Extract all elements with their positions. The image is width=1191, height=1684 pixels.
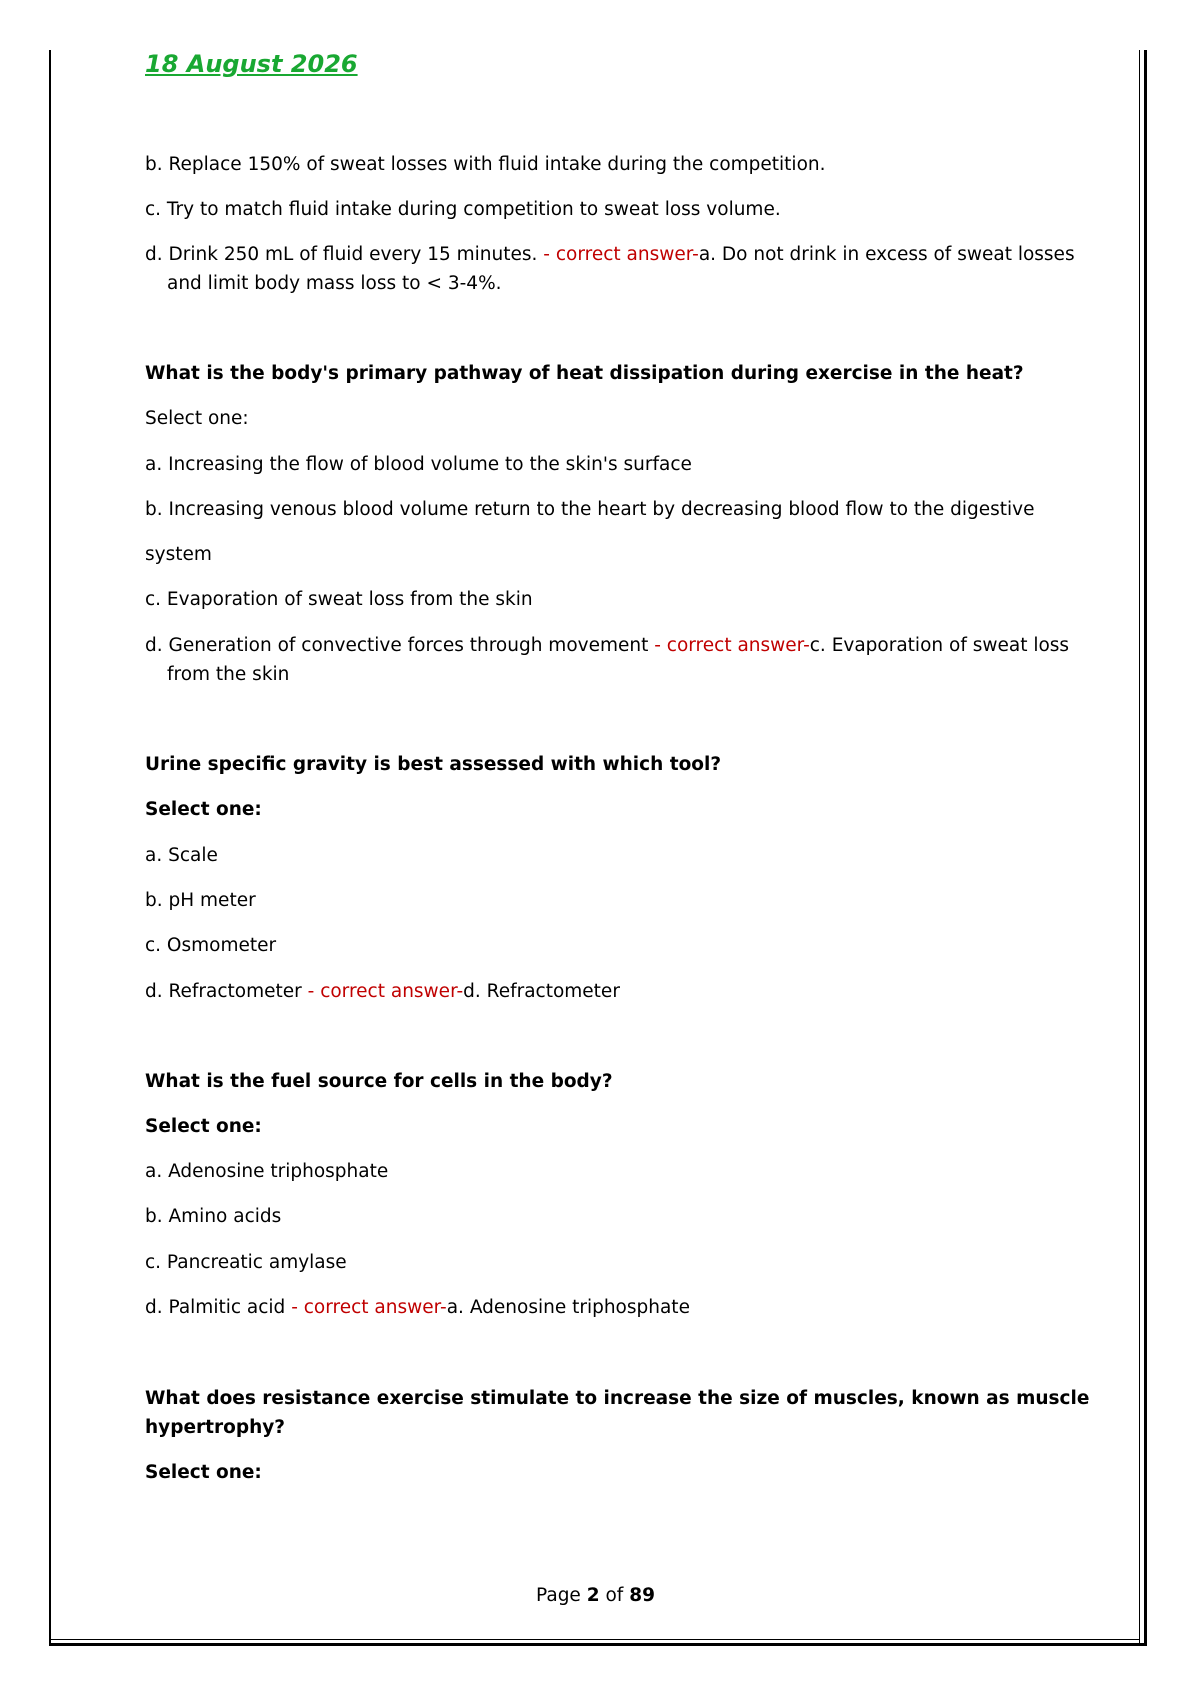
select-one-label: Select one: bbox=[145, 1462, 262, 1483]
select-one-label: Select one: bbox=[145, 799, 262, 820]
option-d bbox=[145, 1293, 690, 1322]
correct-answer-marker: - correct answer- bbox=[291, 1297, 447, 1318]
option-b-continued: system bbox=[145, 544, 212, 565]
correct-answer-text: c. Evaporation of sweat loss bbox=[809, 635, 1070, 656]
option-b: b. Replace 150% of sweat losses with fluid intake during the competition. bbox=[145, 154, 826, 175]
page-number: 2 bbox=[586, 1585, 600, 1606]
option-d-text: d. Palmitic acid bbox=[145, 1297, 292, 1318]
option-c: c. Pancreatic amylase bbox=[145, 1252, 347, 1273]
question-heading: Urine specific gravity is best assessed with which tool? bbox=[145, 754, 722, 775]
option-d-text: d. Generation of convective forces through movement bbox=[145, 635, 655, 656]
option-b: b. pH meter bbox=[145, 890, 256, 911]
option-d-text: d. Drink 250 mL of fluid every 15 minutes. bbox=[145, 244, 544, 265]
correct-answer-text: a. Adenosine triphosphate bbox=[446, 1297, 690, 1318]
select-one-label: Select one: bbox=[145, 408, 249, 429]
page-border-left bbox=[49, 50, 51, 1644]
page-border-right-inner bbox=[1139, 50, 1140, 1644]
correct-answer-continued: and limit body mass loss to < 3-4%. bbox=[167, 273, 502, 294]
option-d bbox=[145, 631, 1069, 660]
page-label: Page bbox=[536, 1585, 581, 1606]
question-heading: What is the fuel source for cells in the body? bbox=[145, 1071, 613, 1092]
option-b: b. Increasing venous blood volume return to the heart by decreasing blood flow to the digestive bbox=[145, 499, 1035, 520]
correct-answer-marker: - correct answer- bbox=[543, 244, 699, 265]
of-label: of bbox=[605, 1585, 624, 1606]
question-heading: What does resistance exercise stimulate to increase the size of muscles, known as muscle bbox=[145, 1388, 1090, 1409]
option-a: a. Increasing the flow of blood volume to the skin's surface bbox=[145, 454, 692, 475]
option-b: b. Amino acids bbox=[145, 1206, 282, 1227]
question-heading: What is the body's primary pathway of heat dissipation during exercise in the heat? bbox=[145, 363, 1024, 384]
select-one-label: Select one: bbox=[145, 1116, 262, 1137]
question-heading-continued: hypertrophy? bbox=[145, 1417, 286, 1438]
page-footer bbox=[0, 1585, 1191, 1606]
page-border-bottom-inner bbox=[49, 1639, 1140, 1640]
correct-answer-continued: from the skin bbox=[167, 664, 290, 685]
correct-answer-marker: - correct answer- bbox=[654, 635, 810, 656]
option-d-text: d. Refractometer bbox=[145, 981, 308, 1002]
page-border-right bbox=[1144, 50, 1147, 1644]
option-d bbox=[145, 240, 1075, 269]
option-c: c. Try to match fluid intake during competition to sweat loss volume. bbox=[145, 199, 781, 220]
option-c: c. Osmometer bbox=[145, 935, 277, 956]
page-total: 89 bbox=[629, 1585, 655, 1606]
correct-answer-text: a. Do not drink in excess of sweat losses bbox=[698, 244, 1075, 265]
option-a: a. Adenosine triphosphate bbox=[145, 1161, 389, 1182]
option-c: c. Evaporation of sweat loss from the skin bbox=[145, 589, 533, 610]
correct-answer-text: d. Refractometer bbox=[463, 981, 620, 1002]
header-date: 18 August 2026 bbox=[145, 50, 358, 78]
option-d bbox=[145, 977, 620, 1006]
correct-answer-marker: - correct answer- bbox=[307, 981, 464, 1002]
page-border-bottom bbox=[49, 1643, 1147, 1646]
option-a: a. Scale bbox=[145, 845, 218, 866]
